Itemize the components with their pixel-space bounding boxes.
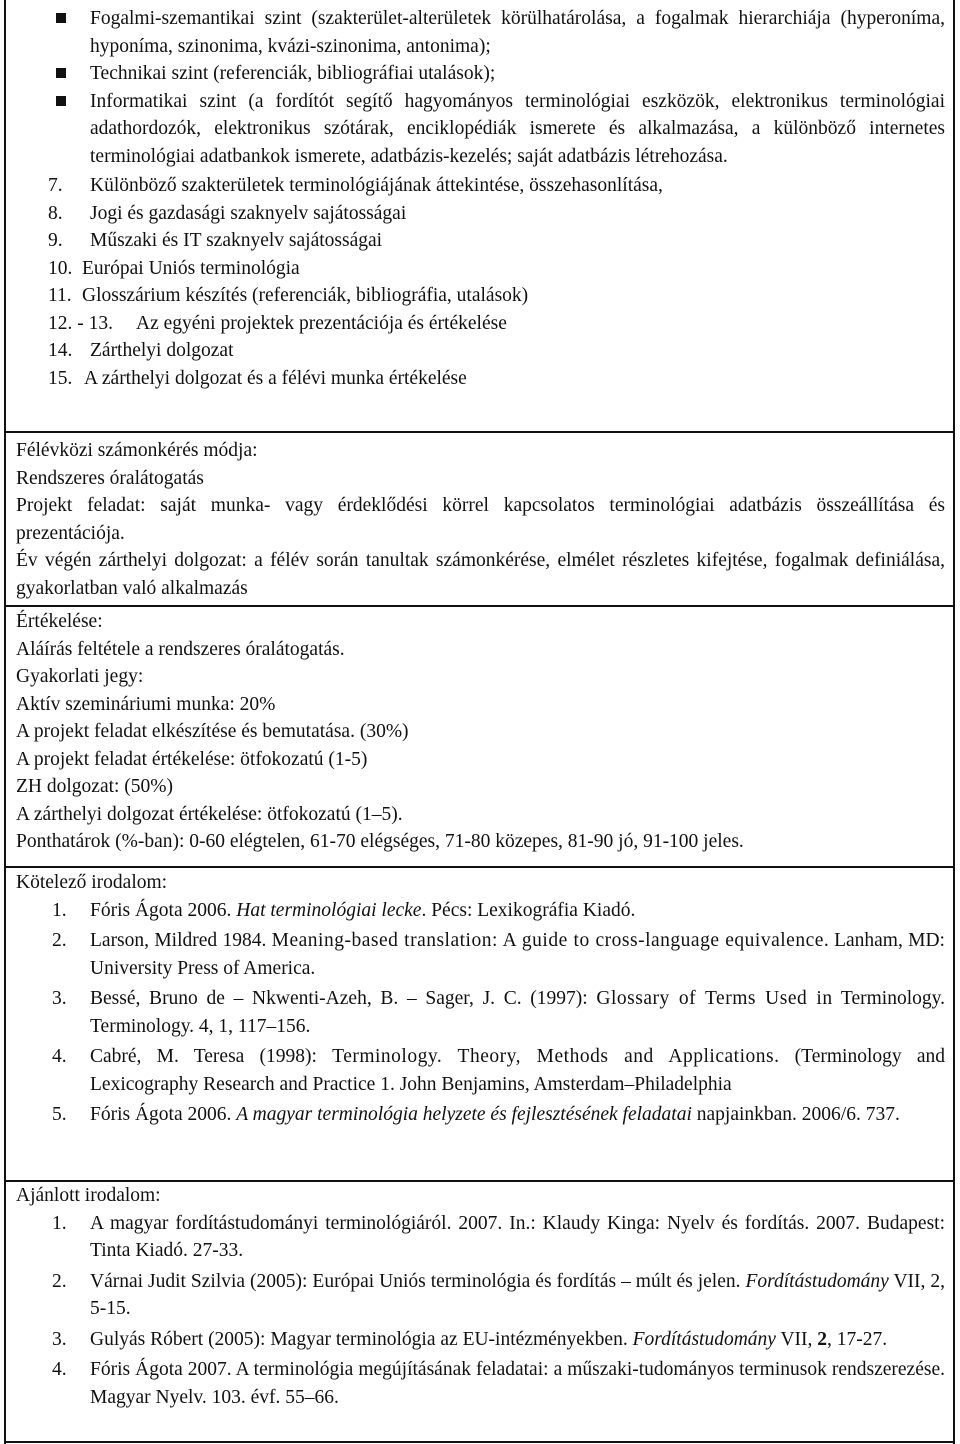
reference-title: Hat terminológiai lecke [236, 899, 422, 921]
reference-text: VII, [775, 1328, 818, 1350]
reference-number: 2. [52, 930, 67, 951]
schedule-item [16, 365, 945, 393]
schedule-text: Az egyéni projektek prezentációja és értékelése [136, 312, 507, 334]
table-border-right [953, 0, 955, 1444]
reference-number: 4. [52, 1359, 67, 1380]
schedule-number: 14. [48, 340, 73, 361]
schedule-text: A zárthelyi dolgozat és a félévi munka értékelése [84, 367, 467, 389]
issue-number: 2 [817, 1328, 828, 1350]
schedule-text: Zárthelyi dolgozat [90, 340, 234, 361]
required-literature-cell [16, 869, 945, 1129]
reference-number: 3. [52, 1328, 67, 1350]
reference-number: 4. [52, 1046, 67, 1067]
recommended-heading: Ajánlott irodalom: [16, 1185, 161, 1206]
schedule-item [16, 227, 945, 255]
table-divider [4, 605, 955, 607]
table-border-left [4, 0, 6, 1444]
reference-text: Cabré, M. Teresa (1998): [90, 1046, 333, 1067]
reference-text: Fóris Ágota 2006. [90, 899, 237, 921]
journal-title: Fordítástudomány [632, 1328, 776, 1350]
square-bullet-icon [56, 96, 66, 106]
schedule-number: 9. [48, 230, 63, 251]
reference-title: Glossary of Terms Used in [596, 988, 833, 1009]
reference-text: Fóris Ágota 2006. [90, 1104, 237, 1125]
reference-text: . Pécs: Lexikográfia Kiadó. [421, 899, 636, 921]
schedule-number: 15. [48, 367, 73, 389]
reference-text: (Terminology and Lexicography Research and Practice 1. John Benjamins, Amsterdam–Philadelphia [90, 1046, 945, 1095]
topics-cell [16, 5, 945, 392]
reference-title: Terminology. Theory, Methods and Applications. [332, 1046, 780, 1067]
schedule-number: 7. [48, 175, 63, 196]
evaluation-line: Aláírás feltétele a rendszeres óralátogatás. [16, 638, 345, 660]
schedule-text: Európai Uniós terminológia [82, 257, 300, 279]
bullet-item [16, 88, 945, 171]
reference-item [16, 1356, 945, 1411]
schedule-item [16, 172, 945, 200]
evaluation-line: A projekt feladat értékelése: ötfokozatú (1-5) [16, 748, 368, 770]
schedule-text: Glosszárium készítés (referenciák, bibliográfia, utalások) [82, 285, 529, 306]
reference-item [16, 1326, 945, 1354]
reference-number: 5. [52, 1104, 67, 1125]
schedule-item [16, 337, 945, 365]
reference-text: Fóris Ágota 2007. A terminológia megújításának feladatai: a műszaki-tudományos terminusok rendszerezése. Magyar Nyelv. 103. évf. 55–66. [90, 1359, 945, 1408]
reference-title: A magyar terminológia helyzete és fejlesztésének feladatai [236, 1104, 692, 1125]
reference-item [16, 985, 945, 1040]
evaluation-cell [16, 608, 945, 856]
reference-item [16, 1101, 945, 1129]
evaluation-line: ZH dolgozat: (50%) [16, 776, 174, 797]
evaluation-line: Gyakorlati jegy: [16, 666, 144, 687]
bullet-text: Informatikai szint (a fordítót segítő hagyományos terminológiai eszközök, elektronikus terminológiai adathordozók, elektronikus szótárak, enciklopédiák ismerete és alkalmazása, a különböző internetes terminológiai adatbankok ismerete, adatbázis-kezelés; saját adatbázis létrehozása. [90, 90, 945, 167]
assessment-line: Projekt feladat: saját munka- vagy érdeklődési körrel kapcsolatos terminológiai adatbázis összeállítása és prezentációja. [16, 495, 945, 544]
schedule-text: Jogi és gazdasági szaknyelv sajátosságai [90, 202, 407, 224]
reference-number: 3. [52, 988, 67, 1009]
table-divider [4, 866, 955, 868]
evaluation-line: Ponthatárok (%-ban): 0-60 elégtelen, 61-70 elégséges, 71-80 közepes, 81-90 jó, 91-100 jeles. [16, 831, 744, 852]
schedule-number: 12. - 13. [48, 312, 113, 334]
schedule-number: 11. [48, 285, 72, 306]
schedule-number: 8. [48, 202, 63, 224]
reference-item [16, 897, 945, 925]
required-heading: Kötelező irodalom: [16, 872, 168, 893]
reference-item [16, 1210, 945, 1265]
table-divider [4, 1441, 955, 1443]
schedule-item [16, 255, 945, 283]
evaluation-line: A projekt feladat elkészítése és bemutatása. (30%) [16, 721, 409, 742]
assessment-cell [16, 437, 945, 602]
schedule-number: 10. [48, 257, 73, 279]
schedule-item [16, 310, 945, 338]
evaluation-heading: Értékelése: [16, 611, 103, 632]
schedule-item [16, 200, 945, 228]
evaluation-line: A zárthelyi dolgozat értékelése: ötfokozatú (1–5). [16, 803, 403, 825]
schedule-text: Különböző szakterületek terminológiájának áttekintése, összehasonlítása, [90, 175, 663, 196]
reference-text: Várnai Judit Szilvia (2005): Európai Uniós terminológia és fordítás – múlt és jelen. [90, 1270, 746, 1292]
reference-number: 1. [52, 899, 67, 921]
bullet-text: Technikai szint (referenciák, bibliográfiai utalások); [90, 63, 496, 84]
reference-text: . Lanham, MD: University Press of America. [90, 930, 945, 979]
schedule-item [16, 282, 945, 310]
reference-item [16, 1043, 945, 1098]
reference-text: Bessé, Bruno de – Nkwenti-Azeh, B. – Sager, J. C. (1997): [90, 988, 597, 1009]
reference-text: Larson, Mildred 1984. [90, 930, 272, 951]
reference-item [16, 927, 945, 982]
square-bullet-icon [56, 13, 66, 23]
table-divider [4, 431, 955, 433]
recommended-literature-cell [16, 1182, 945, 1411]
journal-title: Fordítástudomány [745, 1270, 889, 1292]
reference-text: Terminology. Terminology. 4, 1, 117–156. [90, 988, 945, 1037]
reference-item [16, 1268, 945, 1323]
reference-text: napjainkban. 2006/6. 737. [691, 1104, 900, 1125]
assessment-heading: Félévközi számonkérés módja: [16, 440, 258, 461]
evaluation-line: Aktív szemináriumi munka: 20% [16, 693, 276, 715]
reference-number: 2. [52, 1270, 67, 1292]
schedule-text: Műszaki és IT szaknyelv sajátosságai [90, 230, 383, 251]
bullet-item [16, 5, 945, 60]
reference-text: , 17-27. [827, 1328, 888, 1350]
assessment-line: Rendszeres óralátogatás [16, 467, 204, 489]
reference-text: Gulyás Róbert (2005): Magyar terminológia az EU-intézményekben. [90, 1328, 633, 1350]
square-bullet-icon [56, 68, 66, 78]
reference-number: 1. [52, 1212, 67, 1234]
reference-text: VII, 2, 5-15. [90, 1270, 946, 1319]
assessment-line: Év végén zárthelyi dolgozat: a félév során tanultak számonkérése, elmélet részletes kifejtése, fogalmak definiálása, gyakorlatban való alkalmazás [16, 550, 945, 599]
bullet-text: Fogalmi-szemantikai szint (szakterület-alterületek körülhatárolása, a fogalmak hierarchiája (hyperoníma, hyponíma, szinonima, kvázi-szinonima, antonima); [90, 8, 945, 57]
reference-title: Meaning-based translation: A guide to cross-language equivalence [271, 930, 824, 951]
bullet-item [16, 60, 945, 88]
reference-text: A magyar fordítástudományi terminológiáról. 2007. In.: Klaudy Kinga: Nyelv és fordítás. 2007. Budapest: Tinta Kiadó. 27-33. [90, 1212, 945, 1261]
